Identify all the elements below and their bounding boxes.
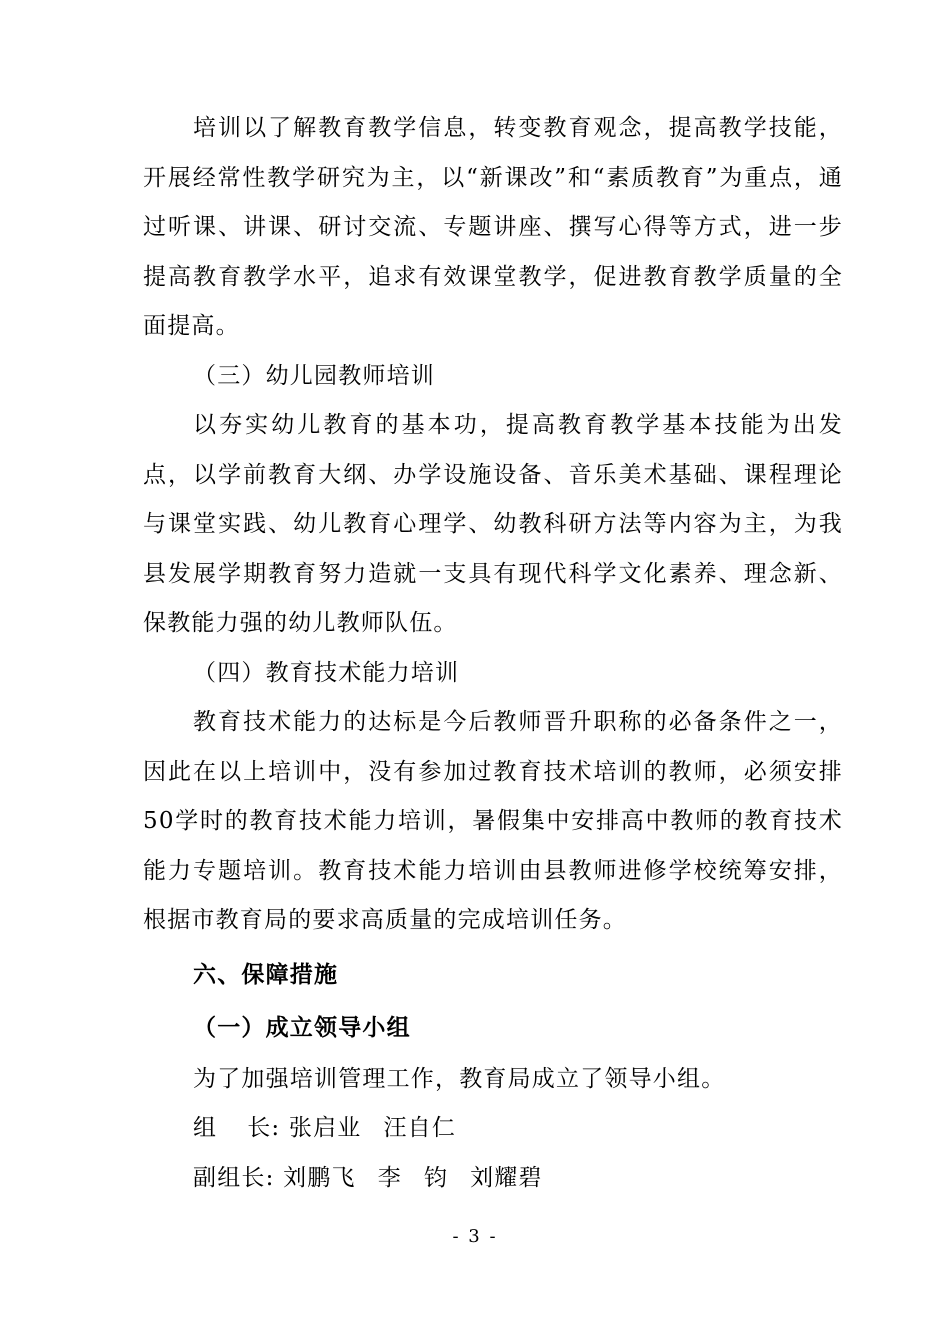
roster-deputy-row bbox=[143, 1154, 843, 1204]
roster-deputy-name-1: 刘鹏飞 bbox=[283, 1164, 356, 1191]
paragraph-leadership-group: 为了加强培训管理工作，教育局成立了领导小组。 bbox=[193, 1065, 726, 1092]
section-heading-safeguards: 六、保障措施 bbox=[193, 961, 339, 988]
paragraph-teacher-training: 培训以了解教育教学信息，转变教育观念，提高教学技能，开展经常性教学研究为主，以“新课改”和“素质教育”为重点，通过听课、讲课、研讨交流、专题讲座、撰写心得等方式，进一步提高教育教学水平，追求有效课堂教学，促进教育教学质量的全面提高。 bbox=[143, 115, 843, 339]
paragraph-kindergarten-training: 以夯实幼儿教育的基本功，提高教育教学基本技能为出发点，以学前教育大纲、办学设施设备、音乐美术基础、课程理论与课堂实践、幼儿教育心理学、幼教科研方法等内容为主，为我县发展学期教育努力造就一支具有现代科学文化素养、理念新、保教能力强的幼儿教师队伍。 bbox=[143, 412, 843, 636]
subheading-leadership-group: （一）成立领导小组 bbox=[193, 1014, 411, 1041]
roster-deputy-name-3: 刘耀碧 bbox=[470, 1164, 543, 1191]
roster-leader-label-b: 长: bbox=[247, 1115, 281, 1141]
heading-edtech-training: （四）教育技术能力培训 bbox=[193, 659, 460, 686]
roster-leader-name-2: 汪自仁 bbox=[383, 1115, 457, 1141]
document-body bbox=[143, 104, 843, 1203]
roster-deputy-name-2a: 李 bbox=[377, 1164, 402, 1191]
roster-leader-label-a: 组 bbox=[193, 1115, 218, 1141]
roster-deputy-label: 副组长: bbox=[193, 1164, 275, 1191]
paragraph-edtech-training: 教育技术能力的达标是今后教师晋升职称的必备条件之一，因此在以上培训中，没有参加过教育技术培训的教师，必须安排50学时的教育技术能力培训，暑假集中安排高中教师的教育技术能力专题培训。教育技术能力培训由县教师进修学校统筹安排，根据市教育局的要求高质量的完成培训任务。 bbox=[143, 709, 843, 933]
roster-leader-row bbox=[143, 1104, 843, 1154]
roster-deputy-name-2b: 钧 bbox=[423, 1164, 449, 1191]
page-number: - 3 - bbox=[452, 1226, 498, 1247]
roster-leader-name-1: 张启业 bbox=[288, 1115, 362, 1141]
heading-kindergarten-training: （三）幼儿园教师培训 bbox=[193, 362, 435, 389]
